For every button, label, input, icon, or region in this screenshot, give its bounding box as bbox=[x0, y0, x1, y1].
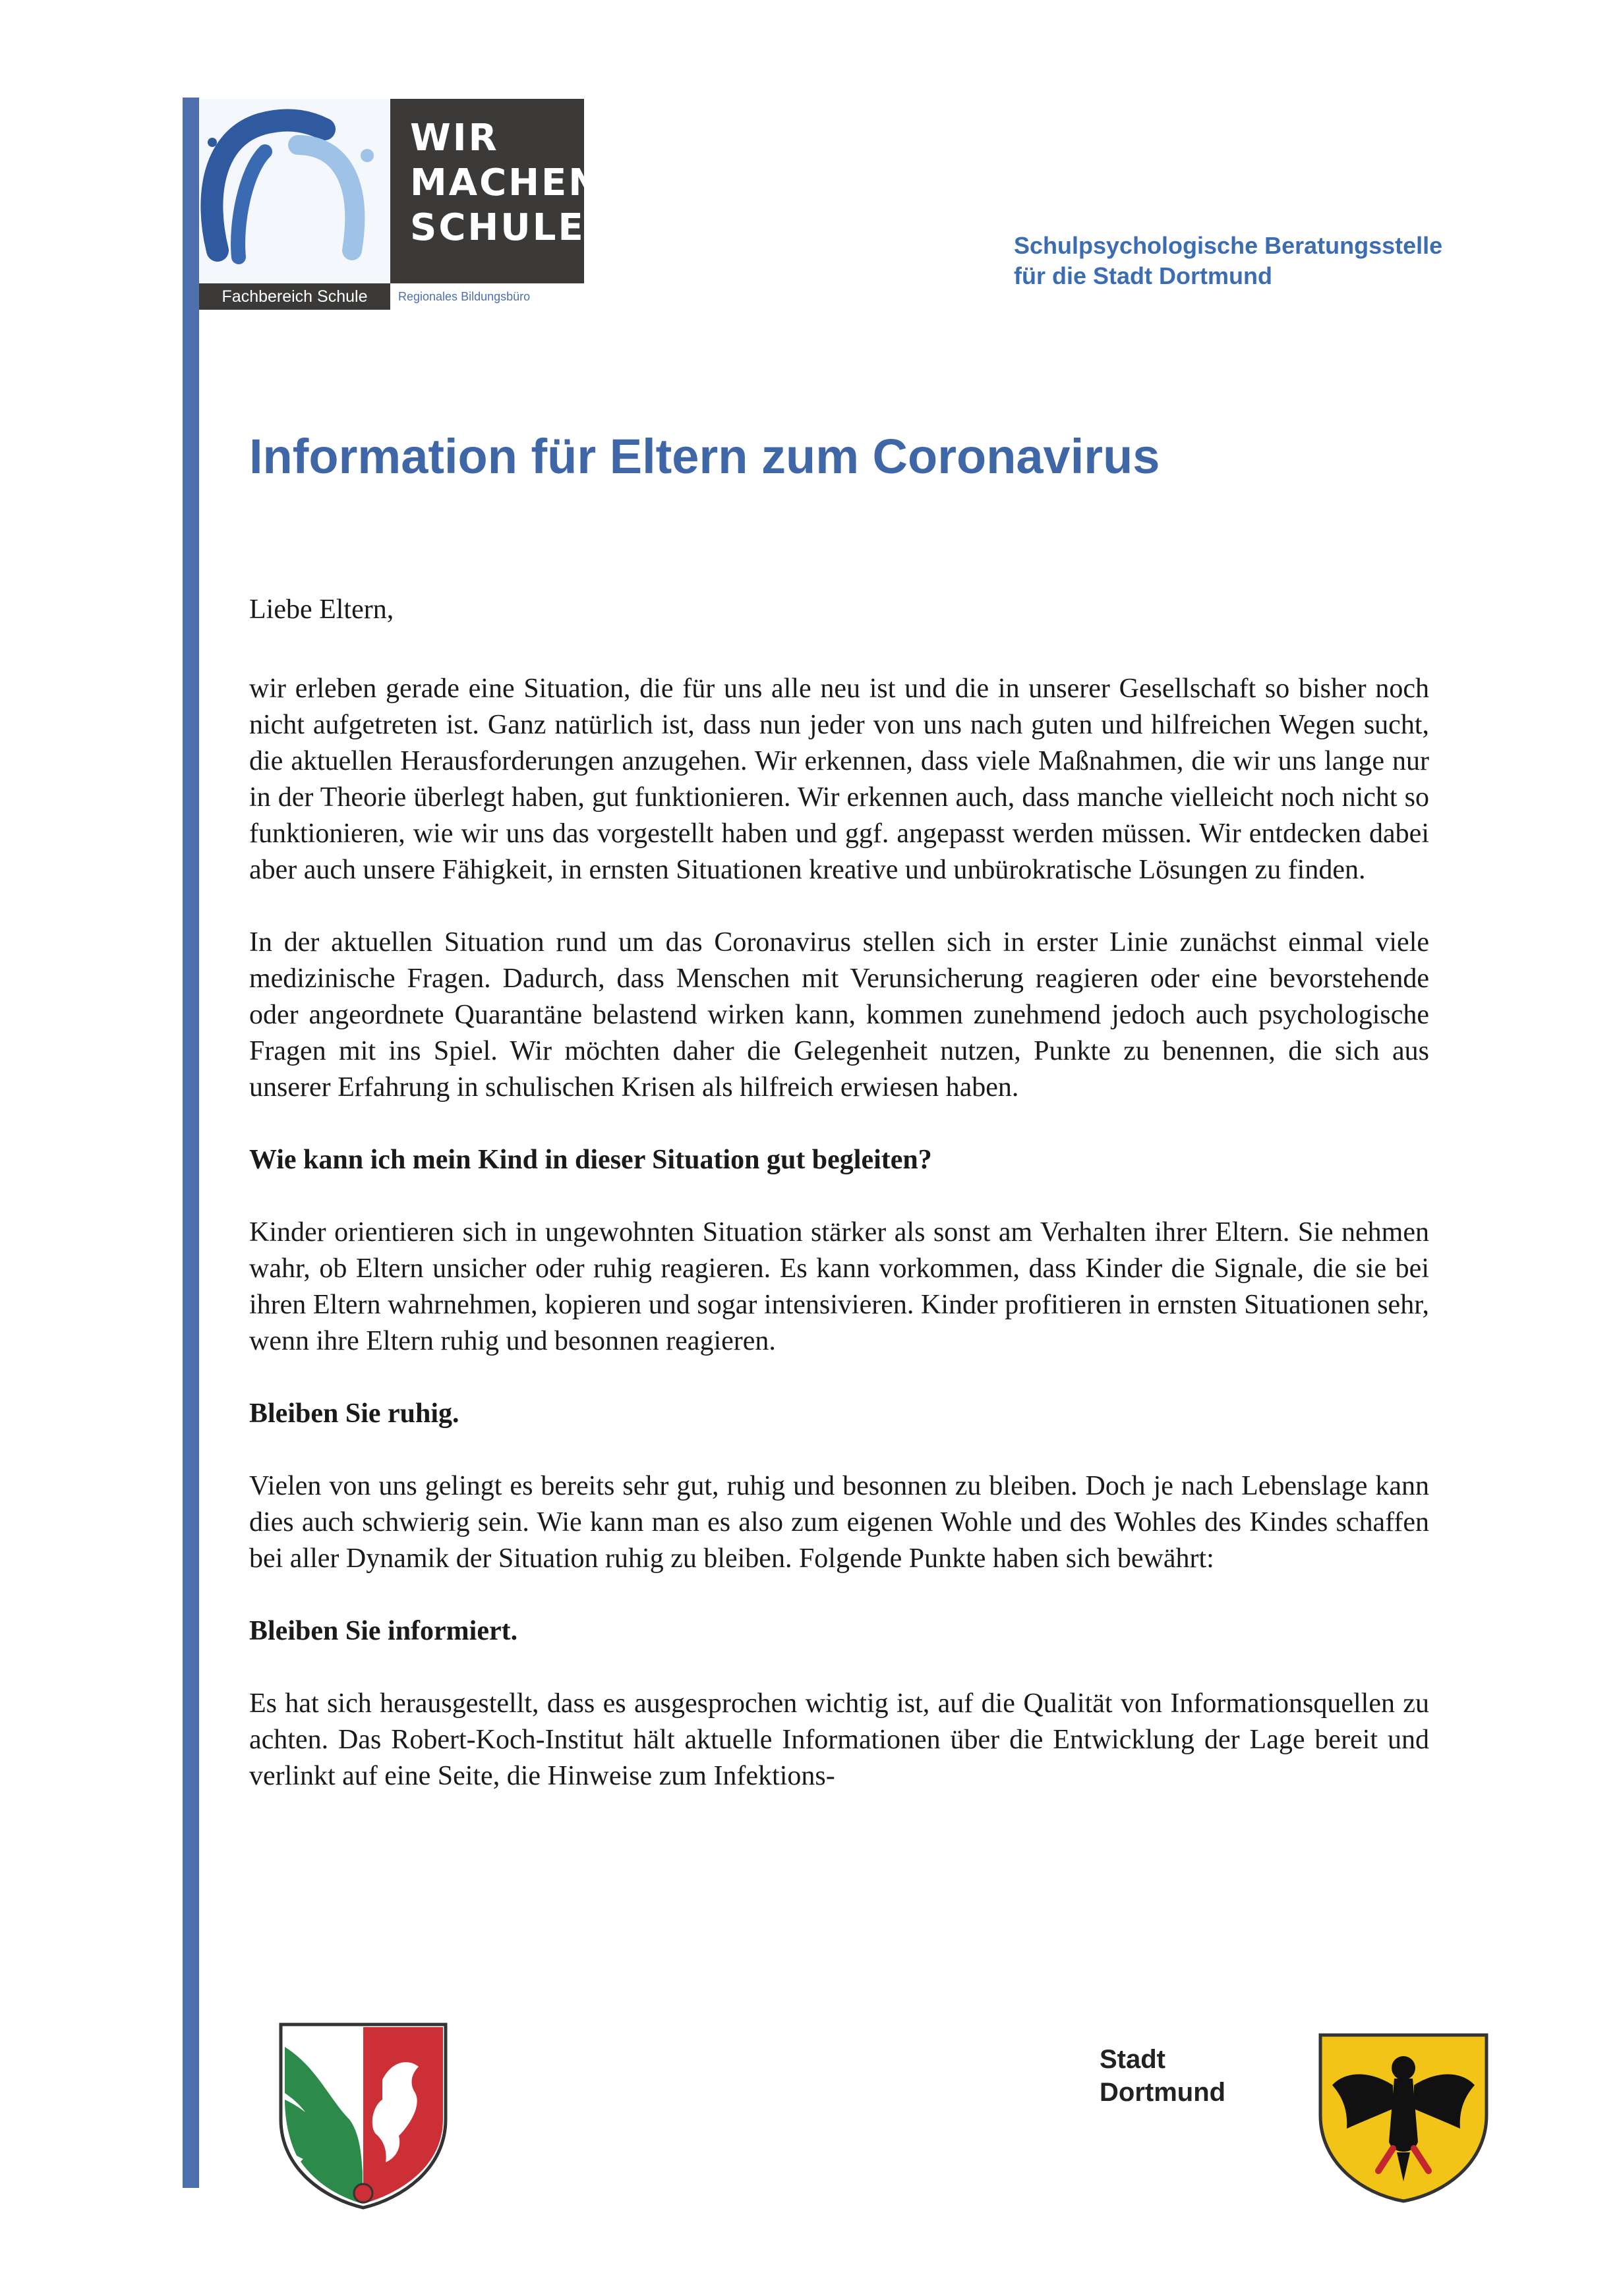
section-text-3: Es hat sich herausgestellt, dass es ausgesprochen wichtig ist, auf die Qualität von Informationsquellen zu achten. Das Robert-Koch-Institut hält aktuelle Informationen über die Entwicklung der Lage bereit und verlinkt auf eine Seite, die Hinweise zum Infektions- bbox=[249, 1688, 1429, 1791]
section-heading-2: Bleiben Sie ruhig. bbox=[249, 1398, 459, 1429]
sender-office bbox=[1014, 231, 1541, 291]
logo-line-2: MACHEN bbox=[410, 161, 602, 204]
logo-line-1: WIR bbox=[410, 117, 499, 159]
section-heading-3: Bleiben Sie informiert. bbox=[249, 1616, 518, 1646]
city-label: Stadt Dortmund bbox=[1100, 2045, 1226, 2107]
section-heading-1: Wie kann ich mein Kind in dieser Situation gut begleiten? bbox=[249, 1145, 932, 1175]
logo-wordmark bbox=[390, 99, 602, 283]
left-accent-bar bbox=[183, 98, 199, 2188]
department-label: Fachbereich Schule bbox=[199, 283, 390, 310]
intro-paragraph-1: wir erleben gerade eine Situation, die für uns alle neu ist und die in unserer Gesellschaft so bisher noch nicht aufgetreten ist. Ganz natürlich ist, dass nun jeder von uns nach guten und hilfreichen Wegen sucht, die aktuellen Herausforderungen anzugehen. Wir erkennen, dass viele Maßnahmen, die wir uns lange nur in der Theorie überlegt haben, gut funktionieren. Wir erkennen auch, dass manche vielleicht noch nicht so funktionieren, wie wir uns das vorgestellt haben und ggf. angepasst werden müssen. Wir entdecken dabei aber auch unsere Fähigkeit, in ernsten Situationen kreative und unbürokratische Lösungen zu finden. bbox=[249, 674, 1429, 885]
letter-body bbox=[249, 592, 1429, 1831]
logo-line-3: SCHULE bbox=[410, 206, 585, 249]
intro-paragraph-2: In der aktuellen Situation rund um das Coronavirus stellen sich in erster Linie zunächst einmal viele medizinische Fragen. Dadurch, dass Menschen mit Verunsicherung reagieren oder eine bevorstehende oder angeordnete Quarantäne belastend wirken kann, kommen zunehmend jedoch auch psychologische Fragen mit ins Spiel. Wir möchten daher die Gelegenheit nutzen, Punkte zu benennen, die sich aus unserer Erfahrung in schulischen Krisen als hilfreich erwiesen haben. bbox=[249, 927, 1429, 1103]
nrw-coat-of-arms-icon bbox=[277, 2021, 450, 2212]
office-line-1: Schulpsychologische Beratungsstelle bbox=[1014, 232, 1443, 259]
wir-machen-schule-logo bbox=[199, 99, 602, 310]
page-title: Information für Eltern zum Coronavirus bbox=[249, 429, 1160, 484]
dortmund-coat-of-arms-icon bbox=[1315, 2030, 1492, 2205]
section-text-1: Kinder orientieren sich in ungewohnten Situation stärker als sonst am Verhalten ihrer Eltern. Sie nehmen wahr, ob Eltern unsicher oder ruhig reagieren. Es kann vorkommen, dass Kinder die Signale, die sie bei ihren Eltern wahrnehmen, kopieren und sogar intensivieren. Kinder profitieren in ernsten Situationen sehr, wenn ihre Eltern ruhig und besonnen reagieren. bbox=[249, 1217, 1429, 1356]
logo-figure-icon bbox=[199, 99, 390, 283]
office-line-2: für die Stadt Dortmund bbox=[1014, 262, 1272, 289]
office-label: Regionales Bildungsbüro bbox=[398, 290, 531, 303]
logo-caption bbox=[199, 283, 584, 310]
salutation: Liebe Eltern, bbox=[249, 594, 394, 625]
section-text-2: Vielen von uns gelingt es bereits sehr gut, ruhig und besonnen zu bleiben. Doch je nach Lebenslage kann dies auch schwierig sein. Wie kann man es also zum eigenen Wohle und des Wohles des Kindes schaffen bei aller Dynamik der Situation ruhig zu bleiben. Folgende Punkte haben sich bewährt: bbox=[249, 1471, 1429, 1574]
